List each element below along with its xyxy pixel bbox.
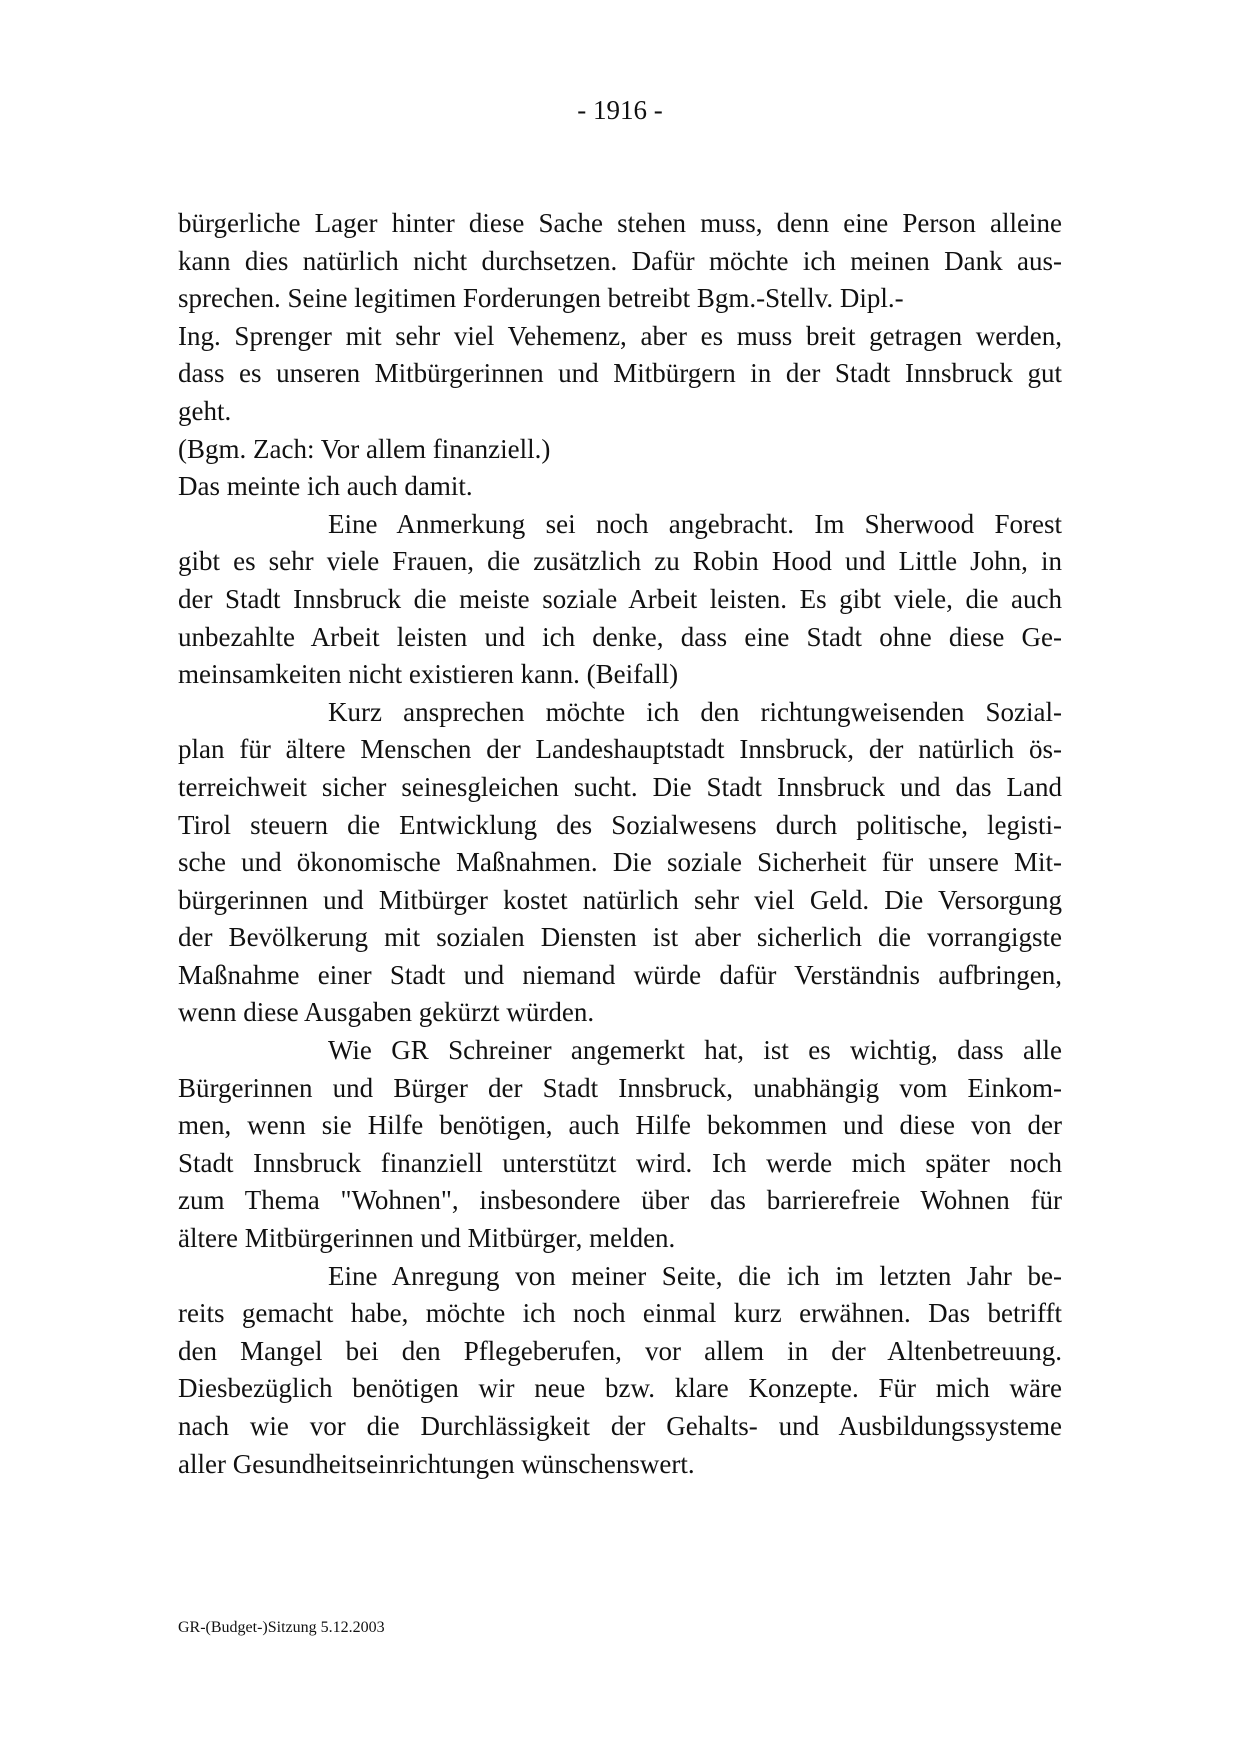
text-line: Maßnahme einer Stadt und niemand würde dafür Verständnis aufbringen, xyxy=(178,959,1062,990)
text-line: Das meinte ich auch damit. xyxy=(178,471,473,502)
paragraph-first-line: Kurz ansprechen möchte ich den richtungweisenden Sozial- xyxy=(328,696,1062,727)
text-line: men, wenn sie Hilfe benötigen, auch Hilfe bekommen und diese von der xyxy=(178,1110,1062,1141)
text-line: zum Thema "Wohnen", insbesondere über das barrierefreie Wohnen für xyxy=(178,1185,1062,1216)
text-line: reits gemacht habe, möchte ich noch einmal kurz erwähnen. Das betrifft xyxy=(178,1298,1062,1329)
text-line: plan für ältere Menschen der Landeshauptstadt Innsbruck, der natürlich ös- xyxy=(178,734,1062,765)
text-line: sprechen. Seine legitimen Forderungen betreibt Bgm.-Stellv. Dipl.- xyxy=(178,283,904,314)
text-line: gibt es sehr viele Frauen, die zusätzlich zu Robin Hood und Little John, in xyxy=(178,546,1062,577)
text-line: terreichweit sicher seinesgleichen sucht. Die Stadt Innsbruck und das Land xyxy=(178,771,1062,802)
interjection-line: (Bgm. Zach: Vor allem finanziell.) xyxy=(178,433,551,464)
text-line: Bürgerinnen und Bürger der Stadt Innsbruck, unabhängig vom Einkom- xyxy=(178,1072,1062,1103)
text-line: dass es unseren Mitbürgerinnen und Mitbürgern in der Stadt Innsbruck gut xyxy=(178,358,1062,389)
paragraph-first-line: Wie GR Schreiner angemerkt hat, ist es wichtig, dass alle xyxy=(328,1035,1062,1066)
text-line: Diesbezüglich benötigen wir neue bzw. klare Konzepte. Für mich wäre xyxy=(178,1373,1062,1404)
text-line: wenn diese Ausgaben gekürzt würden. xyxy=(178,997,595,1028)
text-line: kann dies natürlich nicht durchsetzen. Dafür möchte ich meinen Dank aus- xyxy=(178,245,1062,276)
paragraph-first-line: Eine Anmerkung sei noch angebracht. Im Sherwood Forest xyxy=(328,508,1062,539)
text-line: Stadt Innsbruck finanziell unterstützt wird. Ich werde mich später noch xyxy=(178,1147,1062,1178)
text-line: bürgerliche Lager hinter diese Sache stehen muss, denn eine Person alleine xyxy=(178,208,1062,238)
text-line: meinsamkeiten nicht existieren kann. (Beifall) xyxy=(178,659,679,690)
text-line: ältere Mitbürgerinnen und Mitbürger, melden. xyxy=(178,1223,676,1254)
text-line: nach wie vor die Durchlässigkeit der Gehalts- und Ausbildungssysteme xyxy=(178,1411,1062,1441)
text-line: den Mangel bei den Pflegeberufen, vor allem in der Altenbetreuung. xyxy=(178,1335,1062,1366)
text-line: der Stadt Innsbruck die meiste soziale Arbeit leisten. Es gibt viele, die auch xyxy=(178,583,1062,614)
text-line: aller Gesundheitseinrichtungen wünschenswert. xyxy=(178,1448,695,1479)
text-line: geht. xyxy=(178,395,232,426)
text-line: Ing. Sprenger mit sehr viel Vehemenz, aber es muss breit getragen werden, xyxy=(178,320,1062,351)
document-body xyxy=(178,205,1062,1483)
text-line: der Bevölkerung mit sozialen Diensten ist aber sicherlich die vorrangigste xyxy=(178,922,1062,953)
footer-session-label: GR-(Budget-)Sitzung 5.12.2003 xyxy=(178,1619,385,1636)
paragraph-first-line: Eine Anregung von meiner Seite, die ich im letzten Jahr be- xyxy=(328,1260,1062,1291)
text-line: Tirol steuern die Entwicklung des Sozialwesens durch politische, legisti- xyxy=(178,809,1062,840)
text-line: bürgerinnen und Mitbürger kostet natürlich sehr viel Geld. Die Versorgung xyxy=(178,884,1062,915)
page-number: - 1916 - xyxy=(577,95,663,125)
text-line: sche und ökonomische Maßnahmen. Die soziale Sicherheit für unsere Mit- xyxy=(178,847,1062,878)
text-line: unbezahlte Arbeit leisten und ich denke, dass eine Stadt ohne diese Ge- xyxy=(178,621,1062,652)
